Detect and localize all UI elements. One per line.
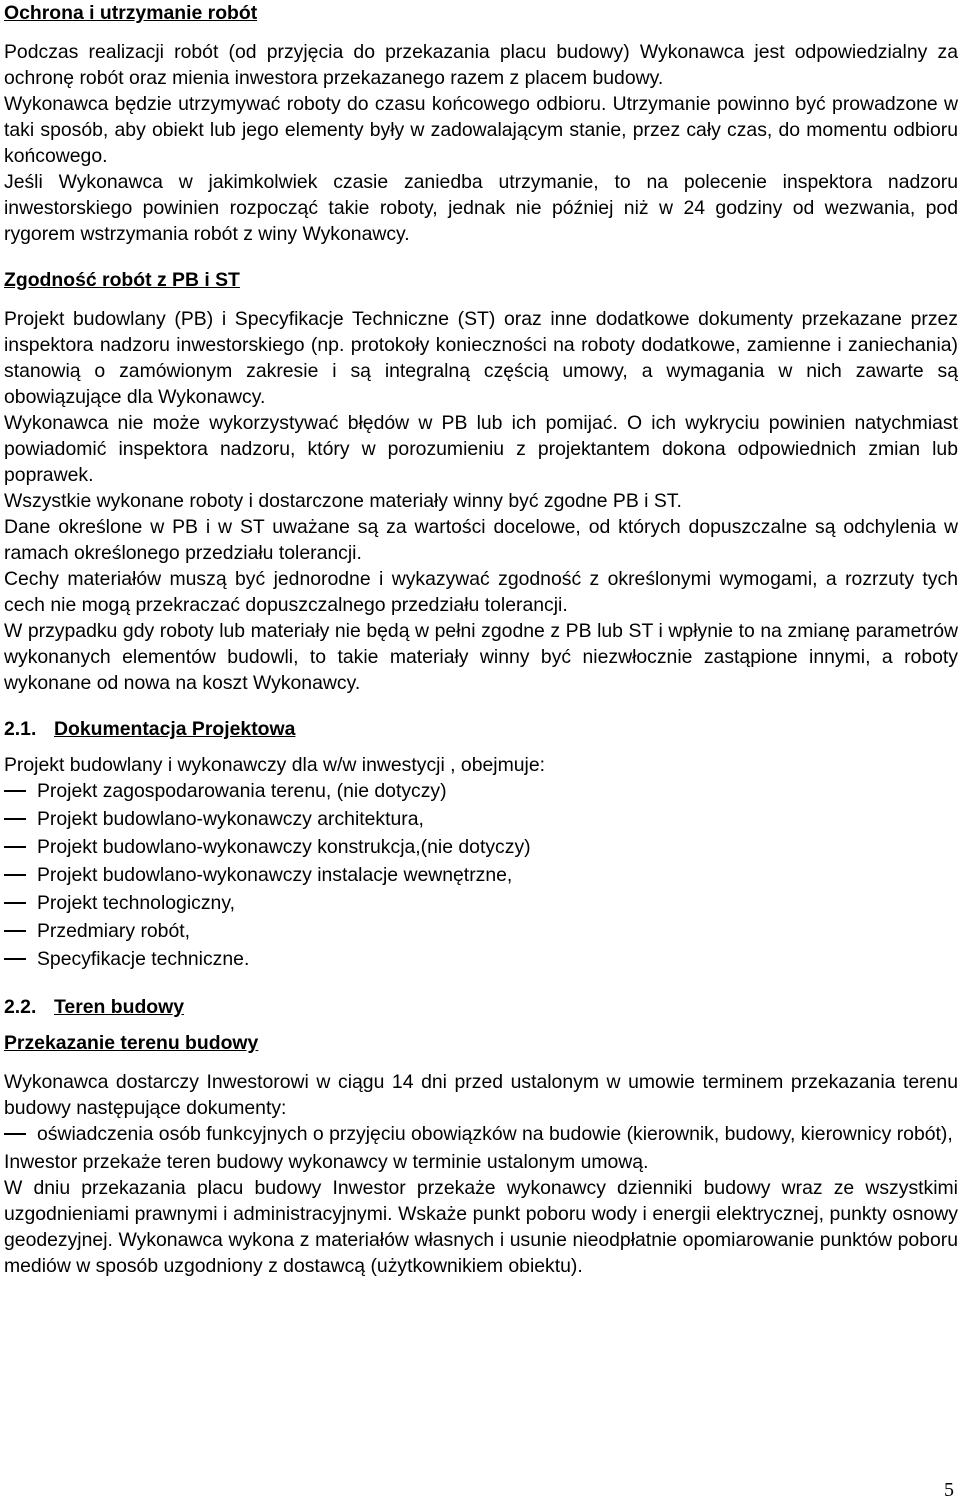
heading-ochrona: Ochrona i utrzymanie robót — [4, 2, 258, 24]
list-item-text: oświadczenia osób funkcyjnych o przyjęciu obowiązków na budowie (kierownik, budowy, kierownicy robót), — [37, 1123, 953, 1145]
list-item-text: Projekt technologiczny, — [37, 892, 235, 914]
section-title: Dokumentacja Projektowa — [54, 718, 296, 740]
paragraph-ochrona-1: Podczas realizacji robót (od przyjęcia do przekazania placu budowy) Wykonawca jest odpowiedzialny za ochronę robót oraz mienia inwestora przekazanego razem z placem budowy. — [4, 41, 958, 89]
section-number: 2.1. — [4, 718, 37, 740]
paragraph-zgodnosc-3: Wszystkie wykonane roboty i dostarczone materiały winny być zgodne PB i ST. — [4, 490, 682, 512]
document-page — [4, 0, 958, 1279]
paragraph-zgodnosc-4: Dane określone w PB i w ST uważane są za wartości docelowe, od których dopuszczalne są odchylenia w ramach określonego przedziału tolerancji. — [4, 516, 958, 564]
section-title: Teren budowy — [54, 996, 184, 1018]
paragraph-dokumentacja-intro: Projekt budowlany i wykonawczy dla w/w inwestycji , obejmuje: — [4, 754, 546, 776]
page-number: 5 — [944, 1479, 954, 1501]
list-item — [4, 890, 958, 916]
list-item-text: Specyfikacje techniczne. — [37, 948, 250, 970]
paragraph-teren-1: Wykonawca dostarczy Inwestorowi w ciągu 14 dni przed ustalonym w umowie terminem przekazania terenu budowy następujące dokumenty: — [4, 1071, 958, 1119]
paragraph-teren-3: W dniu przekazania placu budowy Inwestor przekaże wykonawcy dzienniki budowy wraz ze wszystkimi uzgodnieniami prawnymi i administracyjnymi. Wskaże punkt poboru wody i energii elektrycznej, punkty osnowy geodezyjnej. Wykonawca wykona z materiałów własnych i usunie nieodpłatnie opomiarowanie punktów poboru mediów w sposób uzgodniony z dostawcą (użytkownikiem obiektu). — [4, 1177, 958, 1277]
list-dokumenty — [4, 1121, 958, 1147]
dash-bullet — [4, 790, 26, 792]
heading-zgodnosc: Zgodność robót z PB i ST — [4, 269, 240, 291]
section-number: 2.2. — [4, 996, 37, 1018]
list-item — [4, 946, 958, 972]
dash-bullet — [4, 818, 26, 820]
paragraph-zgodnosc-2: Wykonawca nie może wykorzystywać błędów w PB lub ich pomijać. O ich wykryciu powinien natychmiast powiadomić inspektora nadzoru, który w porozumieniu z projektantem dokona odpowiednich zmian lub poprawek. — [4, 412, 958, 486]
list-item-text: Przedmiary robót, — [37, 920, 191, 942]
list-item — [4, 834, 958, 860]
dash-bullet — [4, 874, 26, 876]
heading-dokumentacja-projektowa — [4, 716, 958, 742]
paragraph-ochrona-3: Jeśli Wykonawca w jakimkolwiek czasie zaniedba utrzymanie, to na polecenie inspektora nadzoru inwestorskiego powinien rozpocząć takie roboty, jednak nie później niż w 24 godziny od wezwania, pod rygorem wstrzymania robót z winy Wykonawcy. — [4, 171, 958, 245]
paragraph-zgodnosc-6: W przypadku gdy roboty lub materiały nie będą w pełni zgodne z PB lub ST i wpłynie to na zmianę parametrów wykonanych elementów budowli, to takie materiały winny być niezwłocznie zastąpione innymi, a roboty wykonane od nowa na koszt Wykonawcy. — [4, 620, 958, 694]
dash-bullet — [4, 1133, 26, 1135]
heading-przekazanie-terenu: Przekazanie terenu budowy — [4, 1032, 259, 1054]
paragraph-zgodnosc-1: Projekt budowlany (PB) i Specyfikacje Techniczne (ST) oraz inne dodatkowe dokumenty przekazane przez inspektora nadzoru inwestorskiego (np. protokoły konieczności na roboty dodatkowe, zamienne i zaniechania) stanowią o zamówionym zakresie i są integralną częścią umowy, a wymagania w nich zawarte są obowiązujące dla Wykonawcy. — [4, 308, 958, 408]
dash-bullet — [4, 958, 26, 960]
list-item-text: Projekt budowlano-wykonawczy konstrukcja,(nie dotyczy) — [37, 836, 531, 858]
list-item — [4, 1121, 958, 1147]
paragraph-teren-2: Inwestor przekaże teren budowy wykonawcy w terminie ustalonym umową. — [4, 1151, 649, 1173]
dash-bullet — [4, 930, 26, 932]
list-item-text: Projekt budowlano-wykonawczy architektura, — [37, 808, 424, 830]
list-item-text: Projekt budowlano-wykonawczy instalacje wewnętrzne, — [37, 864, 513, 886]
dash-bullet — [4, 846, 26, 848]
paragraph-zgodnosc-5: Cechy materiałów muszą być jednorodne i wykazywać zgodność z określonymi wymogami, a rozrzuty tych cech nie mogą przekraczać dopuszczalnego przedziału tolerancji. — [4, 568, 958, 616]
dash-bullet — [4, 902, 26, 904]
heading-teren-budowy — [4, 994, 958, 1020]
list-item — [4, 806, 958, 832]
list-item — [4, 918, 958, 944]
paragraph-ochrona-2: Wykonawca będzie utrzymywać roboty do czasu końcowego odbioru. Utrzymanie powinno być prowadzone w taki sposób, aby obiekt lub jego elementy były w zadowalającym stanie, przez cały czas, do momentu odbioru końcowego. — [4, 93, 958, 167]
list-item — [4, 778, 958, 804]
list-item — [4, 862, 958, 888]
list-dokumentacja — [4, 778, 958, 972]
list-item-text: Projekt zagospodarowania terenu, (nie dotyczy) — [37, 780, 447, 802]
